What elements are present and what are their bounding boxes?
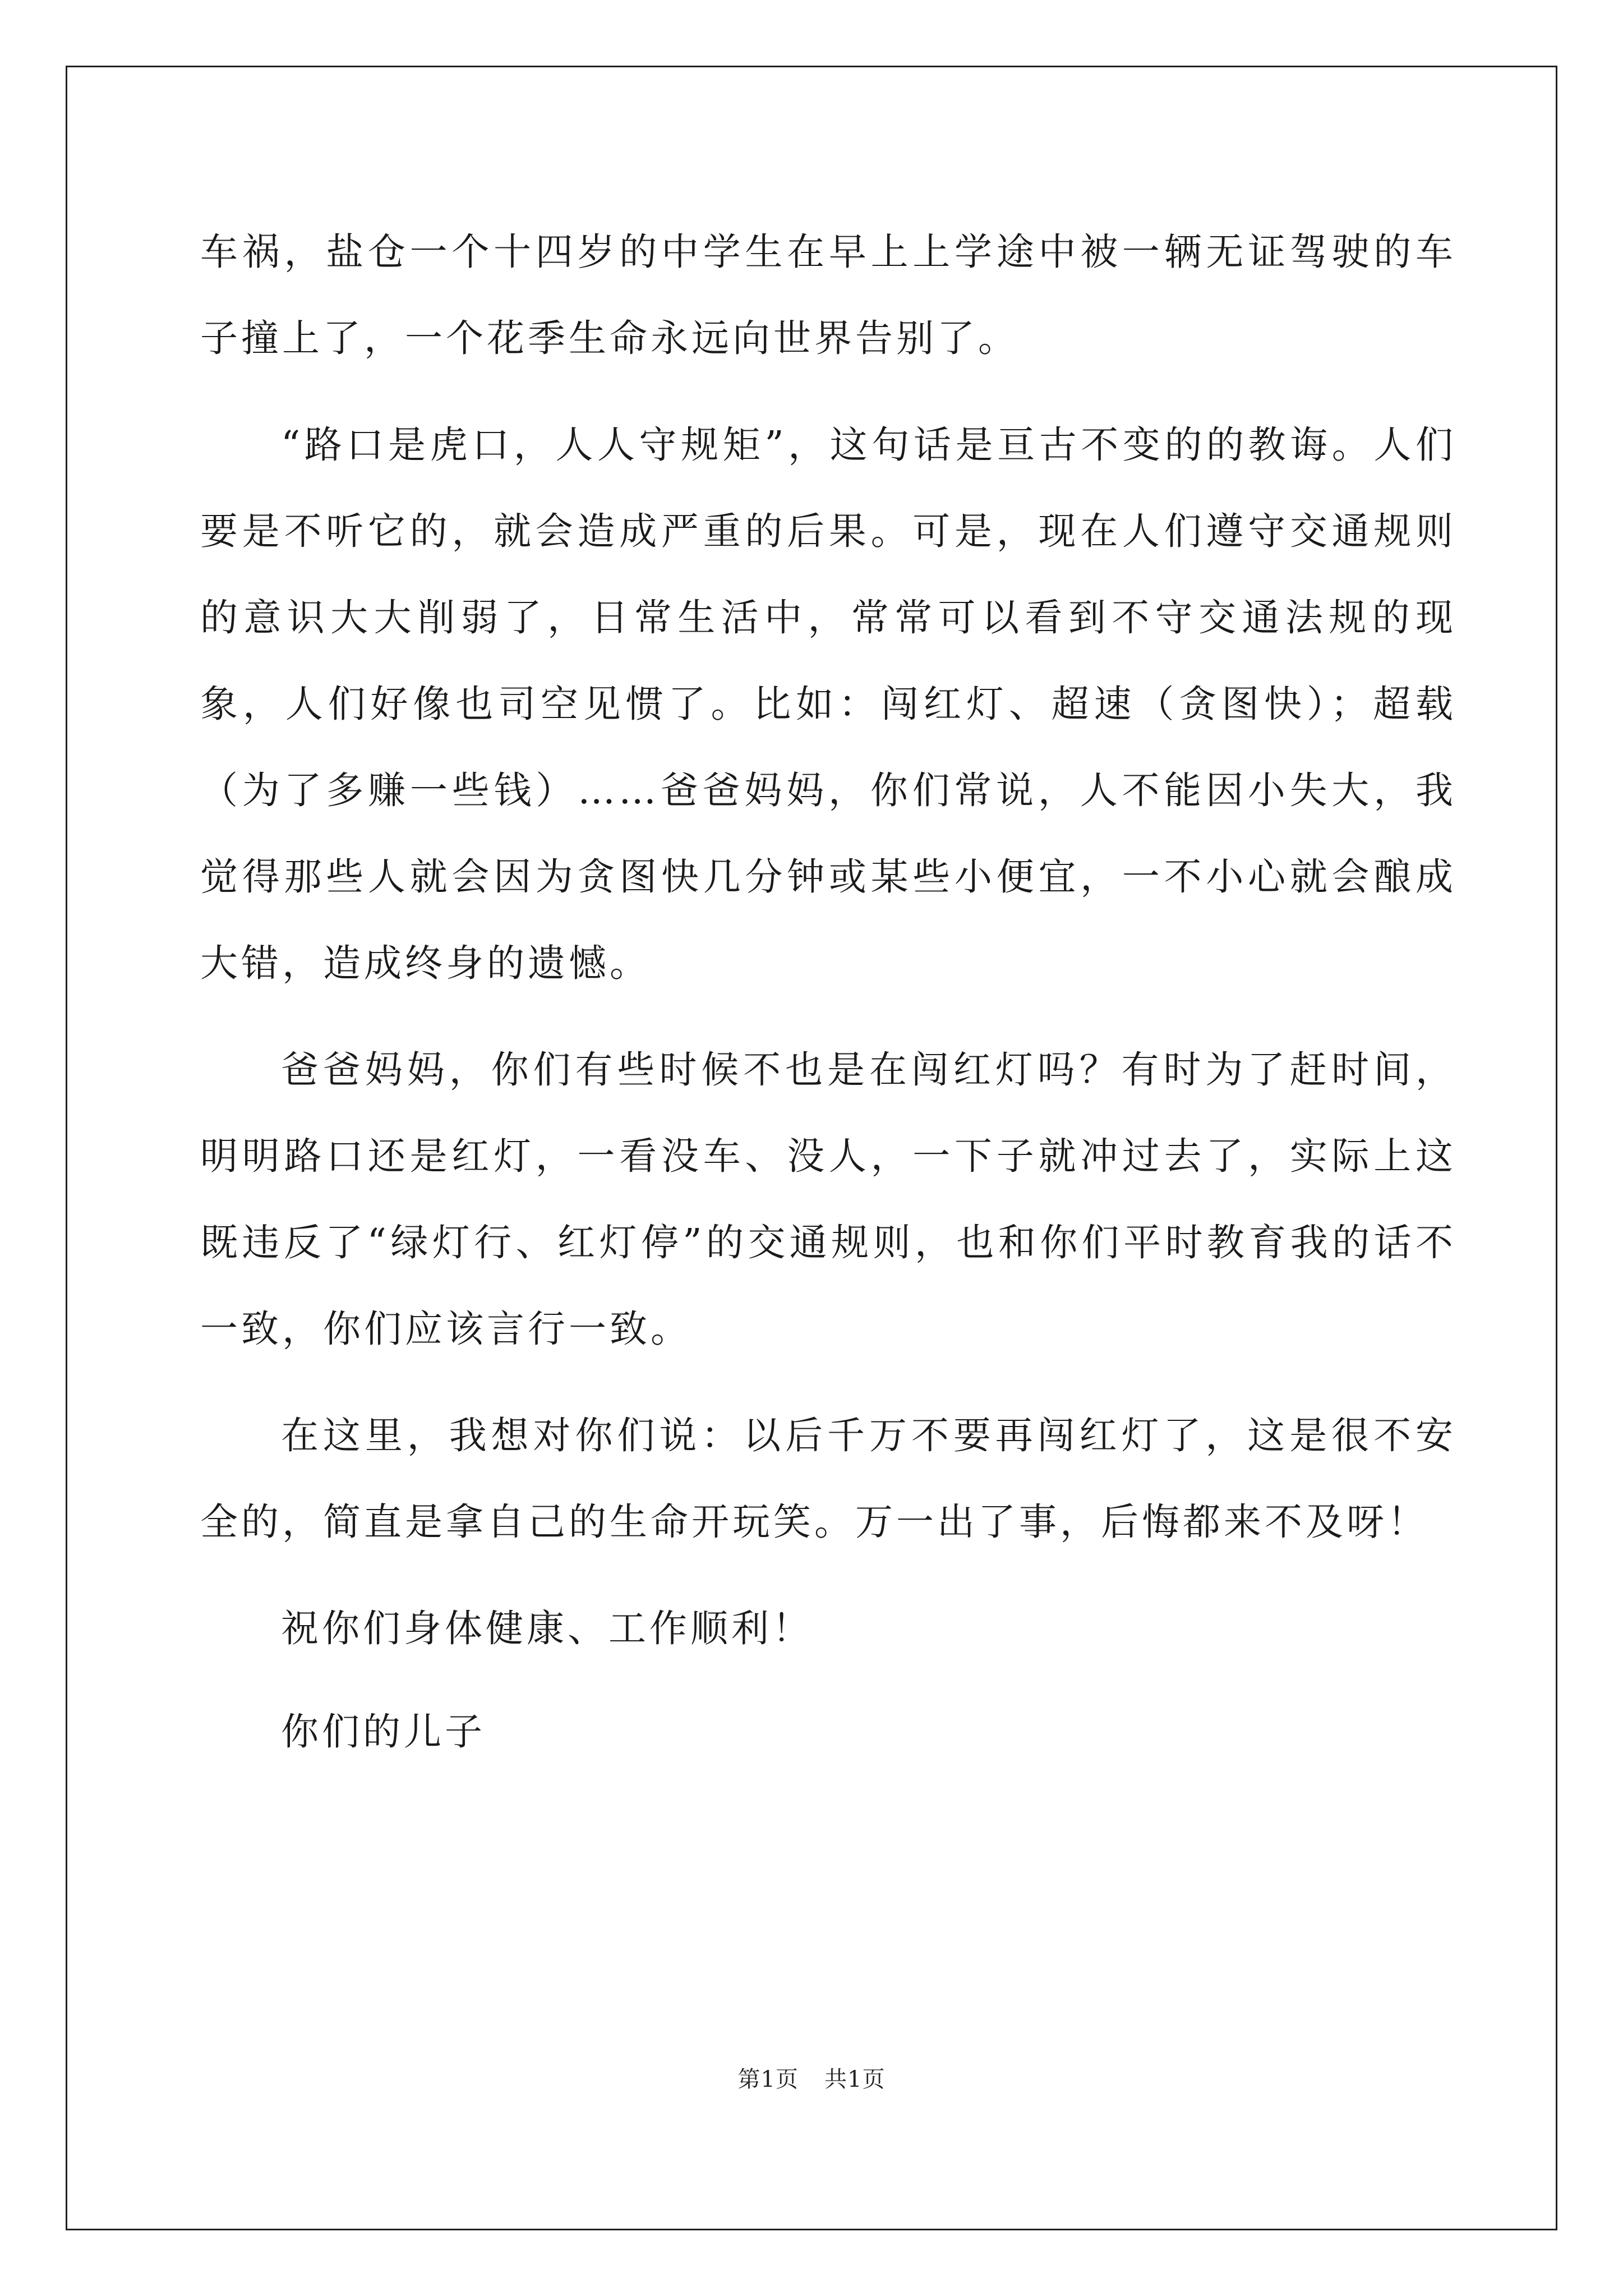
letter-body bbox=[200, 209, 1456, 1792]
closing-wish: 祝你们身体健康、工作顺利！ bbox=[281, 1607, 813, 1650]
page-total: 共1页 bbox=[824, 2067, 886, 2092]
page-number: 第1页 bbox=[737, 2067, 799, 2092]
paragraph-traffic-rules: “路口是虎口，人人守规矩”，这句话是亘古不变的的教诲。人们要是不听它的，就会造成严重的后果。可是，现在人们遵守交通规则的意识大大削弱了，日常生活中，常常可以看到不守交通法规的现象，人们好像也司空见惯了。比如：闯红灯、超速（贪图快）；超载（为了多赚一些钱）……爸爸妈妈，你们常说，人不能因小失大，我觉得那些人就会因为贪图快几分钟或某些小便宜，一不小心就会酿成大错，造成终身的遗憾。 bbox=[200, 423, 1456, 985]
paragraph-plea: 在这里，我想对你们说：以后千万不要再闯红灯了，这是很不安全的，简直是拿自己的生命开玩笑。万一出了事，后悔都来不及呀！ bbox=[200, 1414, 1456, 1544]
paragraph-accident: 车祸，盐仓一个十四岁的中学生在早上上学途中被一辆无证驾驶的车子撞上了，一个花季生命永远向世界告别了。 bbox=[200, 230, 1456, 360]
paragraph-parents-red-light: 爸爸妈妈，你们有些时候不也是在闯红灯吗？有时为了赶时间，明明路口还是红灯，一看没车、没人，一下子就冲过去了，实际上这既违反了“绿灯行、红灯停”的交通规则，也和你们平时教育我的话不一致，你们应该言行一致。 bbox=[200, 1048, 1456, 1351]
page-footer bbox=[0, 2062, 1623, 2093]
signature: 你们的儿子 bbox=[281, 1710, 486, 1754]
